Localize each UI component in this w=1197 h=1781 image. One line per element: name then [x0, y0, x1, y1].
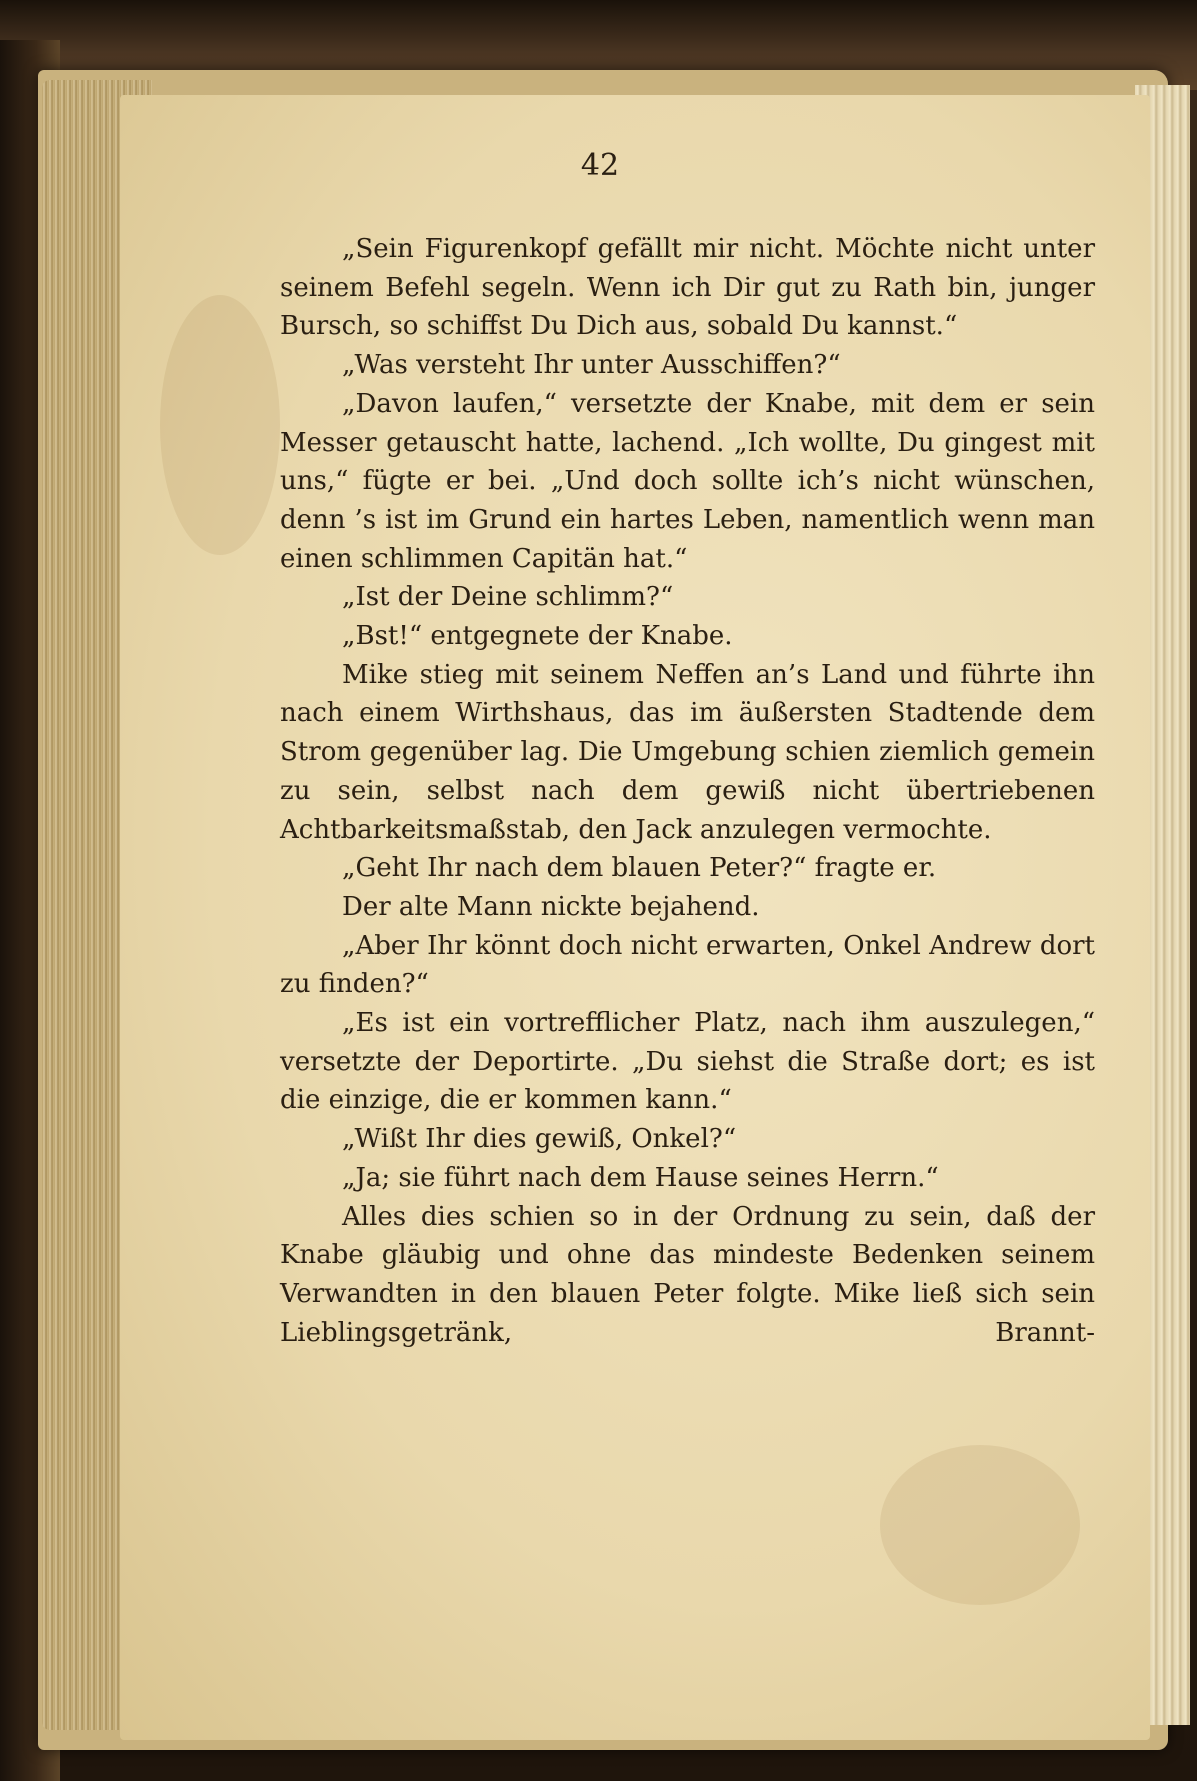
page-number: 42 — [580, 148, 620, 183]
paragraph: „Aber Ihr könnt doch nicht erwarten, Onkel Andrew dort zu finden?“ — [280, 930, 1095, 1000]
paragraph: Alles dies schien so in der Ordnung zu sein, daß der Knabe gläubig und ohne das mindeste Bedenken seinem Verwandten in den blauen Peter folgte. Mike ließ sich sein Lieblingsgetränk, Brannt- — [280, 1201, 1095, 1348]
paragraph: „Wißt Ihr dies gewiß, Onkel?“ — [342, 1124, 737, 1155]
paragraph: „Ist der Deine schlimm?“ — [342, 582, 674, 613]
paragraph: „Geht Ihr nach dem blauen Peter?“ fragte er. — [342, 853, 937, 884]
paragraph: „Davon laufen,“ versetzte der Knabe, mit dem er sein Messer getauscht hatte, lachend. „Ich wollte, Du gingest mit uns,“ fügte er bei. „Und doch sollte ich’s nicht wünschen, denn ’s ist im Grund ein hartes Leben, namentlich wenn man einen schlimmen Capitän hat.“ — [280, 388, 1095, 574]
paragraph: „Es ist ein vortrefflicher Platz, nach ihm auszulegen,“ versetzte der Deportirte. „Du siehst die Straße dort; es ist die einzige, die er kommen kann.“ — [280, 1008, 1095, 1116]
paragraph: „Sein Figurenkopf gefällt mir nicht. Möchte nicht unter seinem Befehl segeln. Wenn ich Dir gut zu Rath bin, junger Bursch, so schiffst Du Dich aus, sobald Du kannst.“ — [280, 234, 1095, 342]
paper-stain — [160, 295, 280, 555]
paragraph: Der alte Mann nickte bejahend. — [342, 891, 760, 922]
paper-stain — [880, 1445, 1080, 1605]
paragraph: „Ja; sie führt nach dem Hause seines Herrn.“ — [342, 1162, 939, 1193]
page-text — [280, 230, 1095, 1352]
paragraph: „Bst!“ entgegnete der Knabe. — [342, 621, 733, 652]
paragraph: Mike stieg mit seinem Neffen an’s Land und führte ihn nach einem Wirthshaus, das im äußersten Stadtende dem Strom gegenüber lag. Die Umgebung schien ziemlich gemein zu sein, selbst nach dem gewiß nicht übertriebenen Achtbarkeitsmaßstab, den Jack anzulegen vermochte. — [280, 659, 1095, 845]
paragraph: „Was versteht Ihr unter Ausschiffen?“ — [342, 350, 841, 381]
